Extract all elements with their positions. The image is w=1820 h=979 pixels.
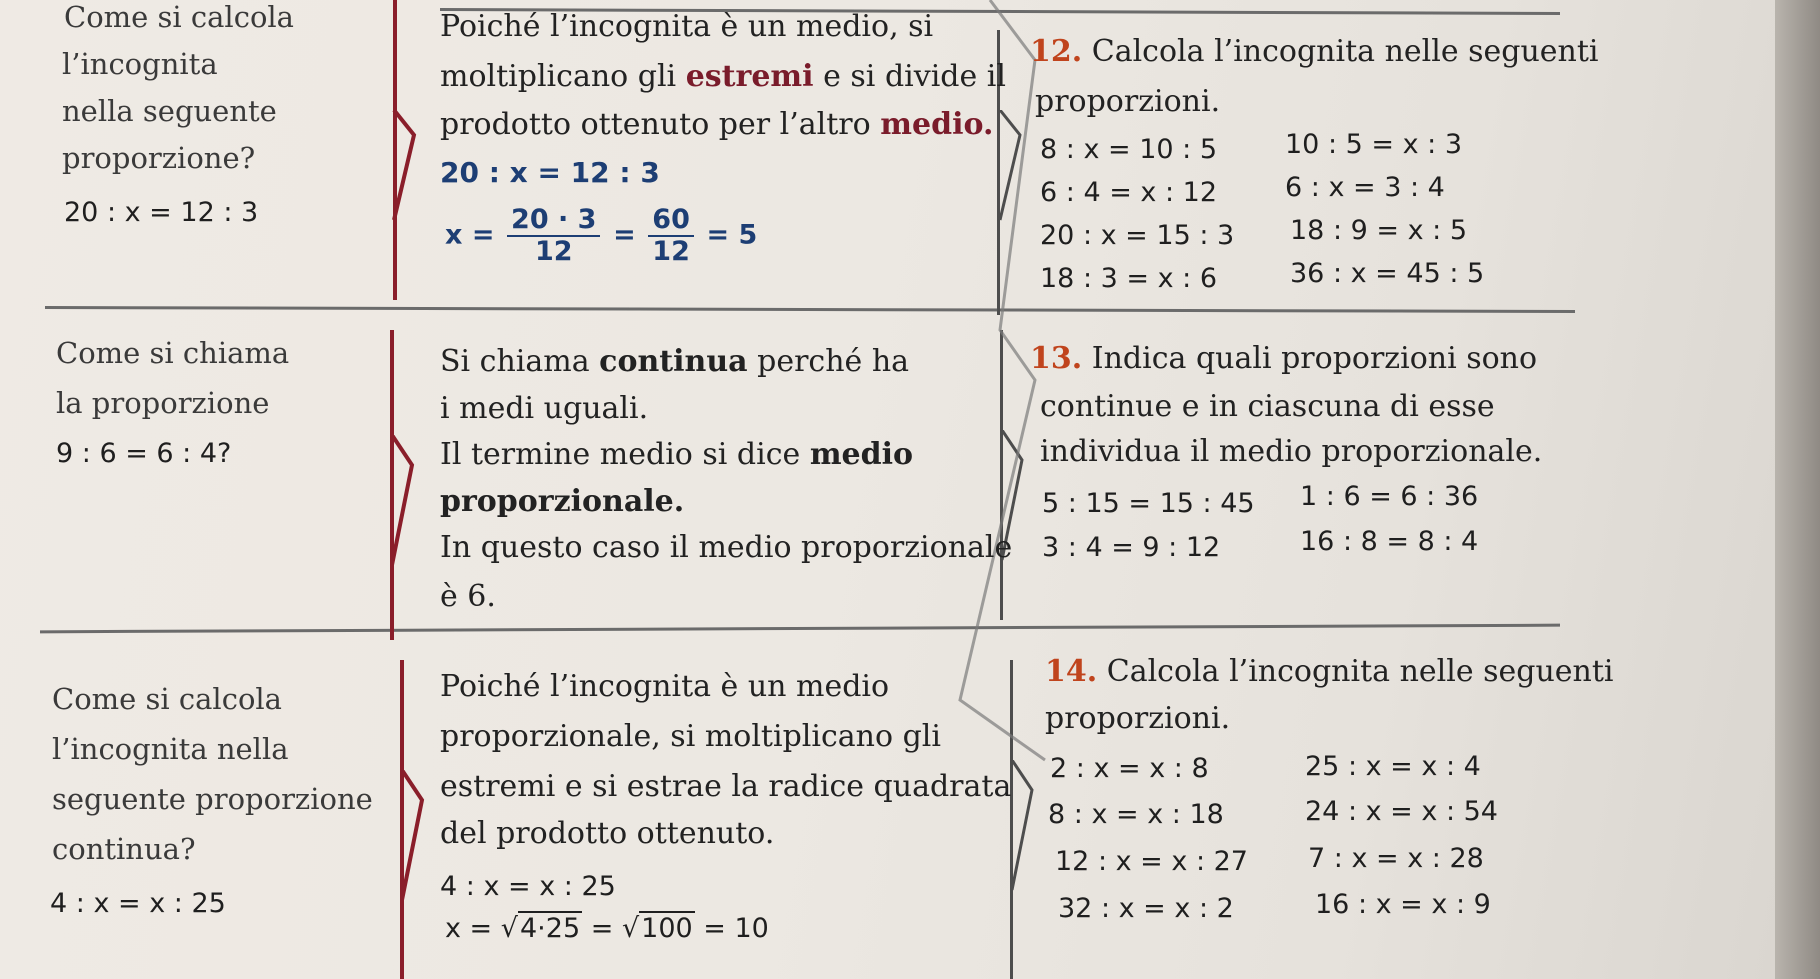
question-line: Come si calcola bbox=[64, 0, 294, 34]
formula-result: = 5 bbox=[706, 219, 758, 251]
example-equation: 20 : x = 12 : 3 bbox=[440, 156, 660, 189]
exercise-item: 16 : 8 = 8 : 4 bbox=[1300, 526, 1479, 557]
question-line: la proporzione bbox=[56, 386, 270, 420]
exercise-item: 20 : x = 15 : 3 bbox=[1040, 220, 1235, 251]
highlight-term: continua bbox=[599, 344, 748, 379]
answer-text: moltiplicano gli bbox=[440, 59, 677, 94]
formula-lhs: x = bbox=[445, 219, 495, 251]
answer-line: è 6. bbox=[440, 579, 496, 614]
answer-line: Poiché l’incognita è un medio, si bbox=[440, 9, 934, 44]
exercise-item: 3 : 4 = 9 : 12 bbox=[1042, 532, 1221, 563]
exercise-item: 6 : x = 3 : 4 bbox=[1285, 172, 1445, 203]
answer-line: Poiché l’incognita è un medio bbox=[440, 669, 890, 704]
answer-line: i medi uguali. bbox=[440, 391, 649, 426]
formula-equals: = bbox=[613, 219, 636, 251]
exercise-item: 6 : 4 = x : 12 bbox=[1040, 177, 1218, 208]
chevron-right-icon bbox=[392, 110, 422, 230]
formula bbox=[445, 912, 769, 946]
exercise-item: 2 : x = x : 8 bbox=[1050, 753, 1209, 784]
highlight-term: estremi bbox=[685, 59, 814, 94]
exercise-title-text: Indica quali proporzioni sono bbox=[1091, 341, 1538, 376]
answer-line: proporzionale. bbox=[440, 484, 685, 519]
exercise-item: 24 : x = x : 54 bbox=[1305, 796, 1498, 827]
exercise-item: 16 : x = x : 9 bbox=[1315, 889, 1491, 920]
question-line: proporzione? bbox=[62, 141, 256, 175]
question-line: Come si calcola bbox=[52, 682, 282, 716]
denominator: 12 bbox=[652, 236, 690, 267]
exercise-number: 14. bbox=[1045, 654, 1098, 689]
exercise-item: 25 : x = x : 4 bbox=[1305, 751, 1481, 782]
row-divider-1 bbox=[45, 306, 1575, 313]
exercise-item: 18 : 9 = x : 5 bbox=[1290, 215, 1468, 246]
answer-line: In questo caso il medio proporzionale bbox=[440, 530, 1013, 565]
answer-text: Il termine medio si dice bbox=[440, 437, 801, 472]
sqrt-icon: √ bbox=[500, 913, 518, 944]
question-line: l’incognita nella bbox=[52, 732, 289, 766]
exercise-title: continue e in ciascuna di esse bbox=[1040, 389, 1495, 424]
answer-line: proporzionale, si moltiplicano gli bbox=[440, 719, 941, 754]
answer-text: prodotto ottenuto per l’altro bbox=[440, 107, 871, 142]
denominator: 12 bbox=[534, 236, 573, 267]
question-line: Come si chiama bbox=[56, 336, 290, 370]
exercise-title bbox=[1030, 342, 1537, 376]
question-line: l’incognita bbox=[62, 47, 218, 81]
highlight-term: medio. bbox=[880, 107, 994, 142]
exercise-item: 7 : x = x : 28 bbox=[1308, 843, 1484, 874]
sqrt-icon: √ bbox=[621, 913, 640, 944]
exercise-number: 12. bbox=[1030, 34, 1083, 69]
answer-line bbox=[440, 60, 1006, 94]
exercise-item: 5 : 15 = 15 : 45 bbox=[1042, 488, 1255, 519]
exercise-item: 12 : x = x : 27 bbox=[1055, 846, 1248, 877]
exercise-title: individua il medio proporzionale. bbox=[1040, 434, 1543, 469]
exercise-item: 10 : 5 = x : 3 bbox=[1285, 129, 1463, 160]
fraction bbox=[648, 205, 694, 267]
exercise-title bbox=[1030, 35, 1599, 69]
formula-result: = 10 bbox=[703, 913, 769, 944]
numerator: 20 · 3 bbox=[507, 205, 600, 237]
row-divider-2 bbox=[40, 624, 1560, 634]
radicand: 4·25 bbox=[520, 913, 581, 944]
exercise-item: 1 : 6 = 6 : 36 bbox=[1300, 481, 1479, 512]
radicand: 100 bbox=[641, 913, 693, 944]
answer-text: e si divide il bbox=[823, 59, 1006, 94]
exercise-item: 18 : 3 = x : 6 bbox=[1040, 263, 1218, 294]
answer-text: Si chiama bbox=[440, 344, 590, 379]
chevron-right-icon bbox=[390, 435, 420, 575]
answer-line: del prodotto ottenuto. bbox=[440, 816, 775, 851]
exercise-item: 36 : x = 45 : 5 bbox=[1290, 258, 1485, 289]
formula bbox=[445, 205, 757, 275]
question-line: nella seguente bbox=[62, 94, 277, 128]
answer-text: perché ha bbox=[757, 344, 910, 379]
exercise-title-text: Calcola l’incognita nelle seguenti bbox=[1091, 34, 1599, 69]
numerator: 60 bbox=[648, 205, 694, 237]
answer-line: estremi e si estrae la radice quadrata bbox=[440, 769, 1012, 804]
formula-lhs: x = bbox=[445, 913, 493, 944]
question-equation: 9 : 6 = 6 : 4? bbox=[56, 438, 232, 469]
fraction bbox=[507, 205, 600, 267]
question-line: continua? bbox=[52, 832, 196, 866]
answer-line bbox=[440, 438, 913, 472]
chevron-right-icon bbox=[400, 770, 430, 910]
answer-line bbox=[440, 108, 993, 142]
exercise-title: proporzioni. bbox=[1035, 84, 1221, 119]
exercise-title-text: Calcola l’incognita nelle seguenti bbox=[1106, 654, 1614, 689]
question-equation: 20 : x = 12 : 3 bbox=[64, 197, 259, 228]
exercise-number: 13. bbox=[1030, 341, 1083, 376]
question-equation: 4 : x = x : 25 bbox=[50, 888, 226, 919]
page-edge bbox=[1775, 0, 1820, 979]
answer-line bbox=[440, 345, 909, 379]
exercise-item: 32 : x = x : 2 bbox=[1058, 893, 1234, 924]
example-equation: 4 : x = x : 25 bbox=[440, 871, 616, 902]
exercise-title: proporzioni. bbox=[1045, 701, 1231, 736]
exercise-title bbox=[1045, 655, 1614, 689]
formula-equals: = bbox=[590, 913, 614, 944]
exercise-item: 8 : x = 10 : 5 bbox=[1040, 134, 1218, 165]
highlight-term: medio bbox=[809, 437, 914, 472]
exercise-item: 8 : x = x : 18 bbox=[1048, 799, 1224, 830]
question-line: seguente proporzione bbox=[52, 782, 373, 816]
